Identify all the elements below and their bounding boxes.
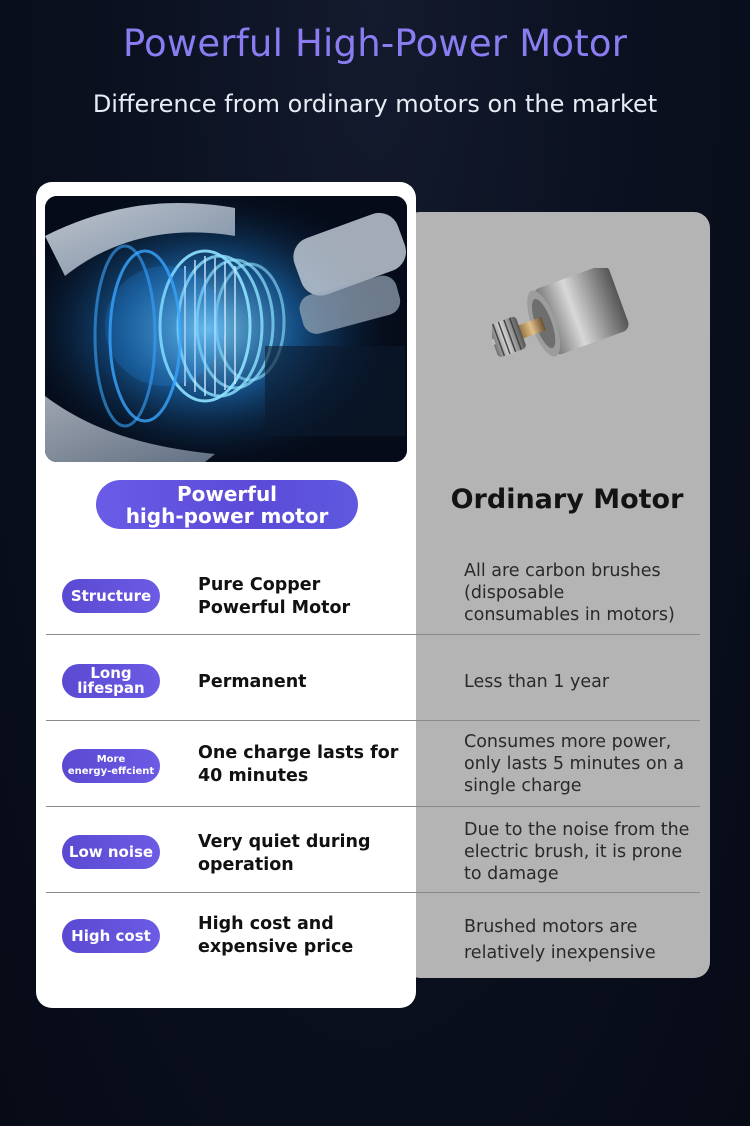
row4-left-line1: Very quiet during [198, 832, 371, 852]
row4-right [464, 819, 708, 885]
row3-right-line2: only lasts 5 minutes on a [464, 754, 685, 774]
row1-right-line2: (disposable [464, 583, 565, 603]
row5-right [464, 914, 708, 966]
row4-right-line2: electric brush, it is prone [464, 842, 683, 862]
tag-long-lifespan [62, 664, 160, 698]
high-power-motor-badge [96, 480, 358, 529]
row-divider [46, 892, 700, 893]
row3-right [464, 731, 708, 797]
ordinary-motor-image [492, 268, 652, 418]
tag-long-lifespan-line2: lifespan [77, 679, 145, 697]
row1-left-line2: Powerful Motor [198, 598, 351, 618]
badge-line1: Powerful [176, 481, 278, 506]
row2-left-line1: Permanent [198, 672, 307, 692]
row1-left [198, 574, 408, 620]
row2-right [464, 671, 708, 693]
row5-right-line1: Brushed motors are [464, 917, 638, 937]
row2-right-line1: Less than 1 year [464, 672, 610, 692]
row5-right-line2: relatively inexpensive [464, 943, 656, 963]
row1-right-line3: consumables in motors) [464, 605, 675, 625]
row-divider [46, 720, 700, 721]
row3-left [198, 742, 408, 788]
tag-structure: Structure [62, 579, 160, 613]
row1-left-line1: Pure Copper [198, 575, 321, 595]
row1-right [464, 560, 708, 626]
row4-left-line2: operation [198, 855, 294, 875]
tag-energy-efficient [62, 749, 160, 783]
row1-right-line1: All are carbon brushes [464, 561, 661, 581]
tag-energy-line1: More [96, 754, 126, 765]
row4-left [198, 831, 408, 877]
page-subtitle: Difference from ordinary motors on the market [92, 90, 658, 118]
row3-right-line3: single charge [464, 776, 582, 796]
row5-left-line2: expensive price [198, 937, 354, 957]
row3-left-line1: One charge lasts for [198, 743, 399, 763]
tag-long-lifespan-line1: Long [90, 664, 132, 682]
row5-left [198, 913, 408, 959]
page-title: Powerful High-Power Motor [122, 22, 628, 65]
row4-right-line1: Due to the noise from the [464, 820, 690, 840]
row2-left [198, 671, 408, 694]
row4-right-line3: to damage [464, 864, 559, 884]
row-divider [46, 806, 700, 807]
badge-line2: high-power motor [125, 503, 329, 528]
ordinary-motor-title: Ordinary Motor [450, 484, 684, 515]
row3-left-line2: 40 minutes [198, 766, 309, 786]
row3-right-line1: Consumes more power, [464, 732, 672, 752]
tag-low-noise: Low noise [62, 835, 160, 869]
row5-left-line1: High cost and [198, 914, 334, 934]
row-divider [46, 634, 700, 635]
high-power-motor-image [45, 196, 407, 462]
tag-high-cost: High cost [62, 919, 160, 953]
tag-energy-line2: energy-effcient [67, 766, 155, 777]
